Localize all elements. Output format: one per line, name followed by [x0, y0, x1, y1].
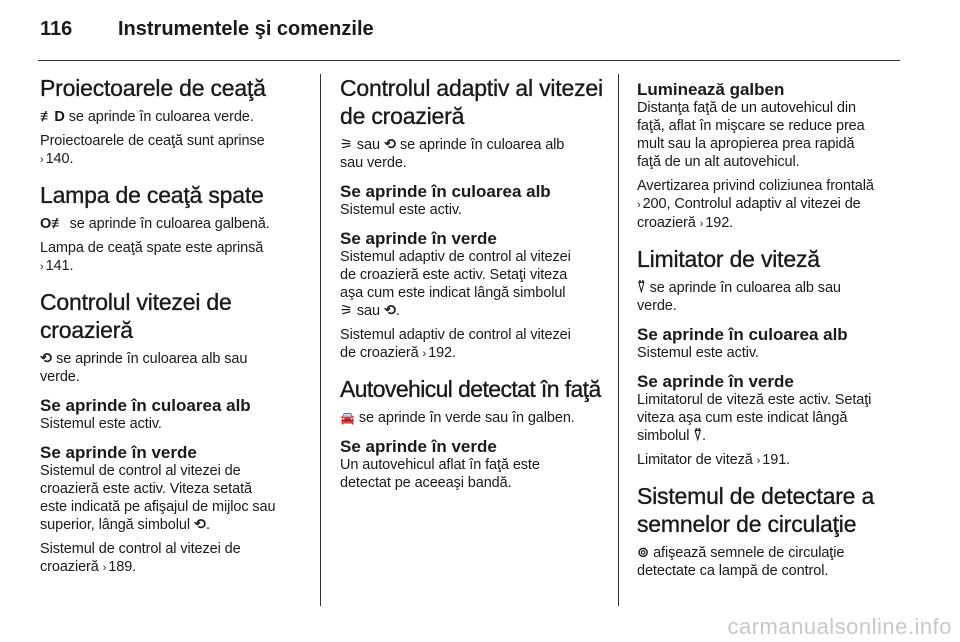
adaptive-green-heading: Se aprinde în verde — [340, 229, 497, 248]
ref-arrow-icon: › — [756, 455, 761, 467]
front-fog-icon: ≢D — [40, 109, 65, 125]
cruise-green-ref: Sistemul de control al vitezei de croazieră › 189. — [40, 541, 241, 575]
yellow-heading: Luminează galben — [637, 80, 785, 99]
cruise-white-heading: Se aprinde în culoarea alb — [40, 396, 251, 415]
cruise-desc: ⟲ se aprinde în culoarea alb sau verde. — [40, 351, 248, 385]
front-fog-heading: Proiectoarele de ceaţă — [40, 75, 266, 101]
rear-fog-note: Lampa de ceaţă spate este aprinsă › 141. — [40, 240, 264, 274]
rear-fog-icon: O≢ — [40, 216, 66, 232]
cruise-control-icon: ⟲ — [383, 137, 396, 153]
limiter-heading: Limitator de viteză — [637, 246, 820, 272]
cruise-heading: Controlul vitezei de croazieră — [40, 289, 232, 343]
limiter-desc: ⍢ se aprinde în culoarea alb sau verde. — [637, 280, 841, 314]
cruise-control-icon: ⟲ — [193, 517, 206, 533]
traffic-sign-desc: ⊚ afişează semnele de circulaţie detectate ca lampă de control. — [637, 545, 845, 579]
adaptive-desc: ⚞ sau ⟲ se aprinde în culoarea alb sau verde. — [340, 137, 565, 171]
limiter-white-text: Sistemul este activ. — [637, 345, 759, 361]
section-speed-limiter — [637, 245, 905, 470]
yellow-refs: Avertizarea privind coliziunea frontală › 200, Controlul adaptiv al vitezei de croazieră › 192. — [637, 178, 874, 231]
limiter-green-text: Limitatorul de viteză este activ. Setaţi viteza aşa cum este indicat lângă simbolul ⍢. — [637, 392, 872, 444]
section-vehicle-ahead — [340, 375, 610, 492]
limiter-white-heading: Se aprinde în culoarea alb — [637, 325, 848, 344]
speed-limiter-icon: ⍢ — [637, 280, 646, 296]
adaptive-cruise-icon: ⚞ — [340, 303, 353, 319]
section-front-fog — [40, 74, 308, 169]
page-header — [40, 18, 374, 41]
ref-arrow-icon: › — [40, 261, 44, 273]
section-rear-fog — [40, 181, 308, 276]
yellow-text: Distanţa faţă de un autovehicul din faţă, aflat în mişcare se reduce prea mult sau la apropierea prea rapidă faţă de un alt autovehicul. — [637, 100, 865, 170]
adaptive-green-text: Sistemul adaptiv de control al vitezei de croazieră este activ. Setaţi viteza aşa cum este indicat lângă simbolul ⚞ sau ⟲. — [340, 249, 571, 319]
chapter-title: Instrumentele şi comenzile — [118, 18, 374, 40]
traffic-sign-icon: ⊚ — [637, 545, 650, 561]
cruise-green-text: Sistemul de control al vitezei de croazieră este activ. Viteza setată este indicată pe afişajul de mijloc sau superior, lângă simbolul ⟲. — [40, 463, 276, 533]
section-traffic-sign — [637, 482, 905, 580]
column-divider-1 — [320, 74, 321, 606]
traffic-sign-heading: Sistemul de detectare a semnelor de circulaţie — [637, 483, 875, 537]
rear-fog-heading: Lampa de ceaţă spate — [40, 182, 264, 208]
adaptive-white-text: Sistemul este activ. — [340, 202, 462, 218]
section-cruise-control — [40, 288, 308, 577]
vehicle-ahead-green-heading: Se aprinde în verde — [340, 437, 497, 456]
column-1 — [40, 74, 308, 589]
front-fog-desc: ≢D se aprinde în culoarea verde. — [40, 109, 254, 125]
vehicle-ahead-green-text: Un autovehicul aflat în faţă este detectat pe aceeaşi bandă. — [340, 457, 540, 491]
section-adaptive-cruise — [340, 74, 610, 363]
front-fog-ref[interactable]: 140. — [45, 151, 74, 167]
vehicle-ahead-heading: Autovehicul detectat în faţă — [340, 376, 601, 402]
ref-arrow-icon: › — [40, 154, 44, 166]
adaptive-cruise-icon: ⚞ — [340, 137, 353, 153]
adaptive-heading: Controlul adaptiv al vitezei de croazieră — [340, 75, 603, 129]
cruise-white-text: Sistemul este activ. — [40, 416, 162, 432]
adaptive-green-ref: Sistemul adaptiv de control al vitezei de croazieră › 192. — [340, 327, 571, 361]
header-rule — [38, 60, 900, 61]
column-2 — [340, 74, 610, 504]
watermark: carmanualsonline.info — [727, 614, 952, 639]
column-divider-2 — [618, 74, 619, 606]
column-3 — [637, 74, 905, 592]
page-number: 116 — [40, 18, 73, 40]
section-yellow-light — [637, 80, 905, 233]
limiter-green-heading: Se aprinde în verde — [637, 372, 794, 391]
vehicle-ahead-desc: 🚘 se aprinde în verde sau în galben. — [340, 410, 575, 426]
ref-arrow-icon: › — [699, 218, 704, 230]
ref-arrow-icon: › — [637, 199, 641, 211]
ref-arrow-icon: › — [422, 348, 427, 360]
cruise-green-heading: Se aprinde în verde — [40, 443, 197, 462]
rear-fog-ref[interactable]: 141. — [45, 258, 74, 274]
ref-arrow-icon: › — [102, 562, 107, 574]
cruise-control-icon: ⟲ — [383, 303, 396, 319]
front-fog-note: Proiectoarele de ceaţă sunt aprinse › 140. — [40, 133, 265, 167]
rear-fog-desc: O≢ se aprinde în culoarea galbenă. — [40, 216, 270, 232]
adaptive-white-heading: Se aprinde în culoarea alb — [340, 182, 551, 201]
vehicle-ahead-icon: 🚘 — [340, 411, 355, 425]
limiter-ref: Limitator de viteză › 191. — [637, 452, 791, 468]
speed-limiter-icon: ⍢ — [693, 428, 702, 444]
cruise-control-icon: ⟲ — [40, 351, 53, 367]
